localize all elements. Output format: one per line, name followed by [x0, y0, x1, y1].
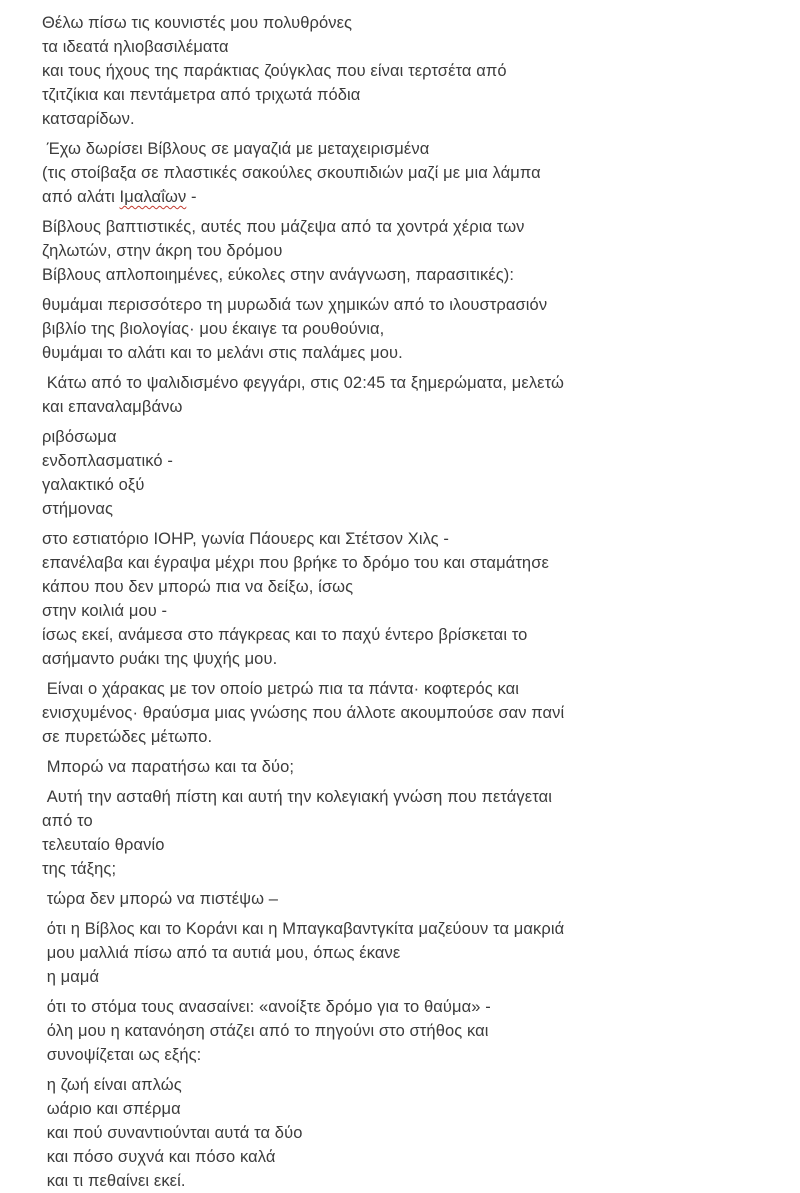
stanza	[42, 917, 760, 989]
poem-line: και επαναλαμβάνω	[42, 398, 183, 416]
stanza	[42, 785, 760, 881]
stanza	[42, 527, 760, 671]
poem-line: τώρα δεν μπορώ να πιστέψω –	[42, 890, 279, 908]
poem-line: τα ιδεατά ηλιοβασιλέματα	[42, 38, 229, 56]
poem-line: συνοψίζεται ως εξής:	[42, 1046, 202, 1064]
poem-line: Έχω δωρίσει Βίβλους σε μαγαζιά με μεταχειρισμένα	[42, 140, 430, 158]
poem-line: ότι το στόμα τους ανασαίνει: «ανοίξτε δρόμο για το θαύμα» -	[42, 998, 491, 1016]
poem-line: Μπορώ να παρατήσω και τα δύο;	[42, 758, 295, 776]
poem-line: από αλάτι Ιμαλαΐων -	[42, 188, 197, 206]
poem-line: ασήμαντο ρυάκι της ψυχής μου.	[42, 650, 278, 668]
poem-line: όλη μου η κατανόηση στάζει από το πηγούνι στο στήθος και	[42, 1022, 489, 1040]
stanza	[42, 995, 760, 1067]
stanza	[42, 11, 760, 131]
poem-line: θυμάμαι το αλάτι και το μελάνι στις παλάμες μου.	[42, 344, 403, 362]
poem-line: στήμονας	[42, 500, 114, 518]
poem-line: κατσαρίδων.	[42, 110, 135, 128]
poem-line: και πόσο συχνά και πόσο καλά	[42, 1148, 276, 1166]
poem-line: και τι πεθαίνει εκεί.	[42, 1172, 186, 1190]
poem-text	[42, 11, 760, 1193]
stanza	[42, 755, 760, 779]
poem-line: επανέλαβα και έγραψα μέχρι που βρήκε το δρόμο του και σταμάτησε	[42, 554, 549, 572]
poem-line: η ζωή είναι απλώς	[42, 1076, 182, 1094]
poem-line: Αυτή την ασταθή πίστη και αυτή την κολεγιακή γνώση που πετάγεται	[42, 788, 553, 806]
poem-line: Θέλω πίσω τις κουνιστές μου πολυθρόνες	[42, 14, 353, 32]
poem-line: τζιτζίκια και πεντάμετρα από τριχωτά πόδια	[42, 86, 361, 104]
poem-line: της τάξης;	[42, 860, 117, 878]
poem-line: θυμάμαι περισσότερο τη μυρωδιά των χημικών από το ιλουστρασιόν	[42, 296, 548, 314]
stanza	[42, 137, 760, 209]
poem-line: τελευταίο θρανίο	[42, 836, 165, 854]
poem-line: ίσως εκεί, ανάμεσα στο πάγκρεας και το παχύ έντερο βρίσκεται το	[42, 626, 528, 644]
poem-line: βιβλίο της βιολογίας· μου έκαιγε τα ρουθούνια,	[42, 320, 385, 338]
stanza	[42, 293, 760, 365]
poem-line: Είναι ο χάρακας με τον οποίο μετρώ πια τα πάντα· κοφτερός και	[42, 680, 520, 698]
poem-line: κάπου που δεν μπορώ πια να δείξω, ίσως	[42, 578, 354, 596]
poem-line: ενισχυμένος· θραύσμα μιας γνώσης που άλλοτε ακουμπούσε σαν πανί	[42, 704, 565, 722]
poem-line: στην κοιλιά μου -	[42, 602, 168, 620]
poem-line: (τις στοίβαξα σε πλαστικές σακούλες σκουπιδιών μαζί με μια λάμπα	[42, 164, 541, 182]
stanza	[42, 677, 760, 749]
poem-line: σε πυρετώδες μέτωπο.	[42, 728, 213, 746]
stanza	[42, 887, 760, 911]
poem-line: Βίβλους απλοποιημένες, εύκολες στην ανάγνωση, παρασιτικές):	[42, 266, 515, 284]
poem-line: η μαμά	[42, 968, 100, 986]
poem-line: στο εστιατόριο ΙΟΗΡ, γωνία Πάουερς και Στέτσον Χιλς -	[42, 530, 449, 548]
stanza	[42, 371, 760, 419]
misspelled-word: Ιμαλαΐων	[119, 188, 187, 206]
poem-line: ωάριο και σπέρμα	[42, 1100, 181, 1118]
poem-line: μου μαλλιά πίσω από τα αυτιά μου, όπως έκανε	[42, 944, 401, 962]
stanza	[42, 1073, 760, 1193]
stanza	[42, 425, 760, 521]
poem-line: και τους ήχους της παράκτιας ζούγκλας που είναι τερτσέτα από	[42, 62, 507, 80]
poem-line: Κάτω από το ψαλιδισμένο φεγγάρι, στις 02:45 τα ξημερώματα, μελετώ	[42, 374, 565, 392]
poem-line: Βίβλους βαπτιστικές, αυτές που μάζεψα από τα χοντρά χέρια των	[42, 218, 525, 236]
poem-line: ριβόσωμα	[42, 428, 117, 446]
poem-line: ότι η Βίβλος και το Κοράνι και η Μπαγκαβαντγκίτα μαζεύουν τα μακριά	[42, 920, 565, 938]
poem-line: ενδοπλασματικό -	[42, 452, 173, 470]
poem-line: ζηλωτών, στην άκρη του δρόμου	[42, 242, 283, 260]
poem-line: από το	[42, 812, 93, 830]
poem-line: και πού συναντιούνται αυτά τα δύο	[42, 1124, 303, 1142]
poem-line: γαλακτικό οξύ	[42, 476, 145, 494]
stanza	[42, 215, 760, 287]
